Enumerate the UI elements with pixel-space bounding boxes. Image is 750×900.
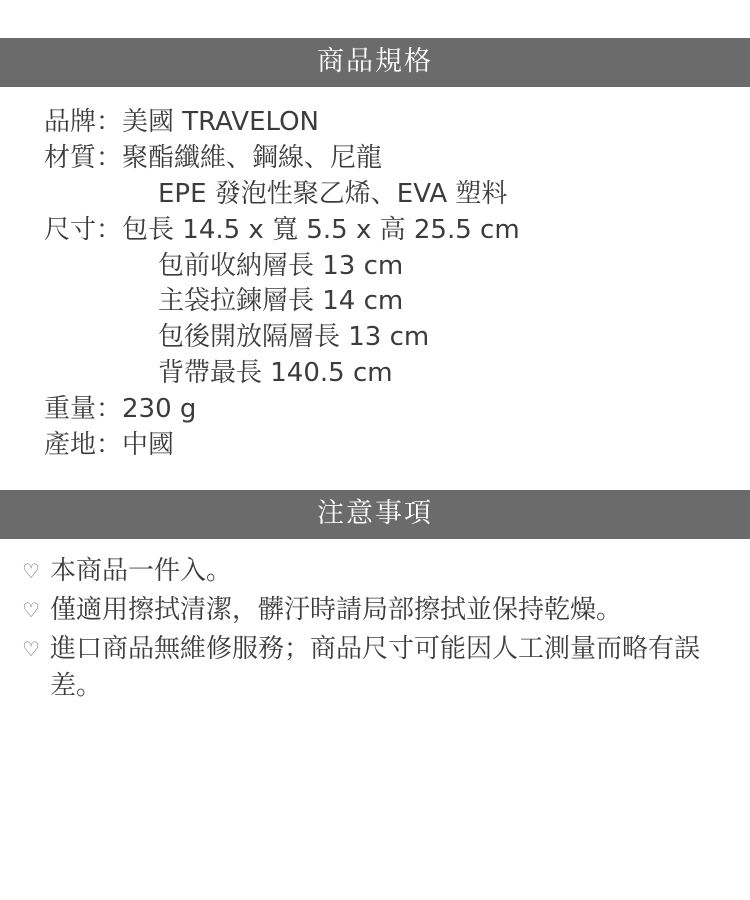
spec-label: 尺寸： (44, 214, 123, 245)
notice-item (22, 553, 724, 590)
spec-section-header: 商品規格 (0, 38, 750, 87)
spec-label: 產地： (44, 429, 123, 460)
notice-text: 進口商品無維修服務；商品尺寸可能因人工測量而略有誤差。 (50, 633, 701, 701)
spec-label: 重量： (44, 394, 123, 424)
notice-item (22, 631, 724, 705)
spec-value: 聚酯纖維、鋼線、尼龍 (122, 142, 383, 173)
spec-row (44, 213, 750, 249)
spec-row (44, 428, 750, 464)
spec-row (44, 105, 750, 141)
spec-row (44, 392, 750, 428)
spec-label: 材質： (44, 142, 123, 173)
spec-row (44, 141, 750, 177)
spec-subline: 包後開放隔層長 13 cm (158, 322, 430, 353)
notice-item (22, 592, 724, 629)
spec-subline: EPE 發泡性聚乙烯、EVA 塑料 (158, 178, 508, 209)
spec-label: 品牌： (44, 107, 123, 137)
spec-subline: 包前收納層長 13 cm (158, 250, 404, 281)
spec-subline: 主袋拉鍊層長 14 cm (158, 286, 404, 317)
notice-list (0, 539, 750, 705)
heart-outline-icon: ♡ (22, 597, 40, 622)
spec-value: 包長 14.5 x 寬 5.5 x 高 25.5 cm (122, 214, 520, 245)
notice-text: 本商品一件入。 (50, 555, 233, 586)
spec-list (0, 87, 750, 474)
heart-outline-icon: ♡ (22, 636, 40, 661)
spec-value: 美國 TRAVELON (122, 107, 319, 137)
notice-section-header: 注意事項 (0, 490, 750, 539)
heart-outline-icon: ♡ (22, 558, 40, 583)
notice-text: 僅適用擦拭清潔，髒汙時請局部擦拭並保持乾燥。 (50, 594, 623, 625)
spec-subline: 背帶最長 140.5 cm (158, 358, 393, 389)
spec-value: 中國 (122, 429, 175, 460)
spec-value: 230 g (122, 394, 197, 424)
